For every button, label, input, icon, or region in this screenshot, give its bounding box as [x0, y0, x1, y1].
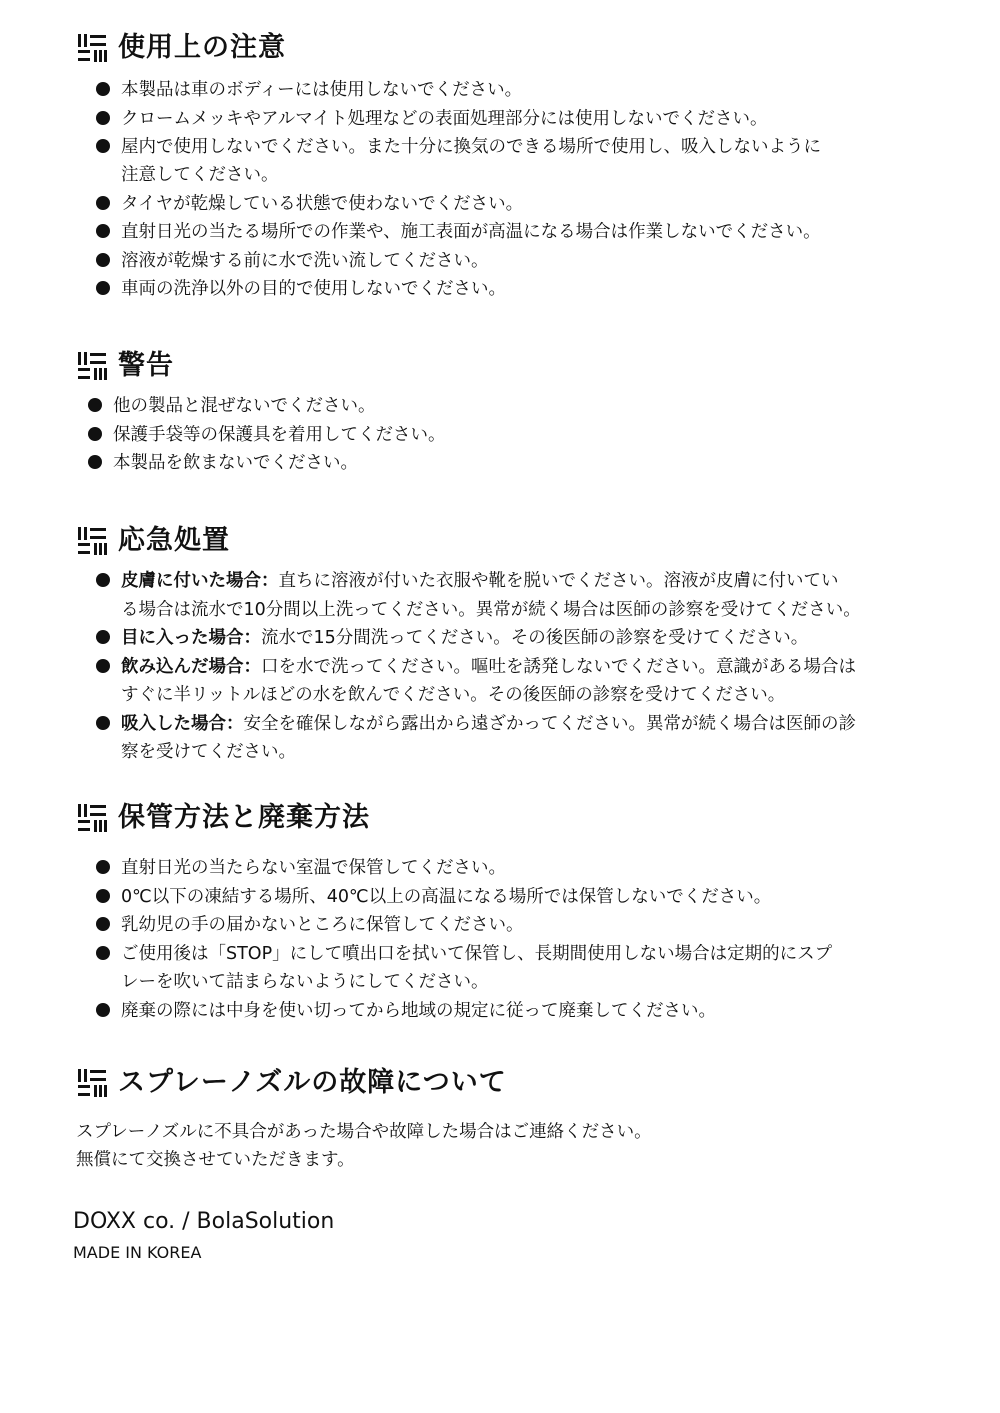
bullet-icon: [96, 917, 110, 931]
list-item: クロームメッキやアルマイト処理などの表面処理部分には使用しないでください。: [96, 105, 767, 134]
bullet-icon: [96, 573, 110, 587]
nozzle-text-line: 無償にて交換させていただきます。: [76, 1150, 355, 1170]
item-lead: 飲み込んだ場合：: [121, 657, 261, 677]
bullet-icon: [96, 139, 110, 153]
list-item: 他の製品と混ぜないでください。: [88, 392, 376, 421]
bullet-icon: [96, 716, 110, 730]
section-mark-icon: [76, 1067, 108, 1099]
bullet-icon: [96, 224, 110, 238]
list-item-continuation: レーを吹いて詰まらないようにしてください。: [121, 972, 489, 992]
list-item: タイヤが乾燥している状態で使わないでください。: [96, 190, 523, 219]
list-item: 直射日光の当たらない室温で保管してください。: [96, 854, 506, 883]
section-title: 保管方法と廃棄方法: [118, 802, 370, 833]
nozzle-text-line: スプレーノズルに不具合があった場合や故障した場合はご連絡ください。: [76, 1122, 652, 1142]
bullet-icon: [96, 82, 110, 96]
item-lead: 目に入った場合：: [121, 628, 261, 648]
section-heading-storage: [76, 800, 370, 836]
bullet-icon: [88, 455, 102, 469]
section-title: 警告: [118, 350, 174, 381]
section-mark-icon: [76, 802, 108, 834]
list-item: 屋内で使用しないでください。また十分に換気のできる場所で使用し、吸入しないように: [96, 133, 821, 162]
list-item-continuation: 察を受けてください。: [121, 742, 296, 762]
bullet-icon: [96, 889, 110, 903]
list-item: ご使用後は「STOP」にして噴出口を拭いて保管し、長期間使用しない場合は定期的にスプ: [96, 940, 832, 969]
list-item: 飲み込んだ場合：口を水で洗ってください。嘔吐を誘発しないでください。意識がある場合は: [96, 653, 856, 682]
section-title: 応急処置: [118, 525, 230, 556]
bullet-icon: [96, 196, 110, 210]
list-item: 乳幼児の手の届かないところに保管してください。: [96, 911, 524, 940]
list-item: 本製品は車のボディーには使用しないでください。: [96, 76, 522, 105]
list-item: 溶液が乾燥する前に水で洗い流してください。: [96, 247, 489, 276]
section-mark-icon: [76, 350, 108, 382]
section-heading-usage: [76, 30, 286, 66]
item-lead: 吸入した場合：: [121, 714, 244, 734]
bullet-icon: [96, 860, 110, 874]
section-mark-icon: [76, 32, 108, 64]
list-item: 目に入った場合：流水で15分間洗ってください。その後医師の診察を受けてください。: [96, 624, 808, 653]
bullet-icon: [96, 630, 110, 644]
list-item: 車両の洗浄以外の目的で使用しないでください。: [96, 275, 506, 304]
list-item: 直射日光の当たる場所での作業や、施工表面が高温になる場合は作業しないでください。: [96, 218, 821, 247]
section-heading-nozzle: [76, 1065, 507, 1101]
bullet-icon: [96, 1003, 110, 1017]
bullet-icon: [88, 398, 102, 412]
bullet-icon: [96, 111, 110, 125]
bullet-icon: [96, 281, 110, 295]
company-name: DOXX co. / BolaSolution: [73, 1209, 335, 1234]
list-item-continuation: 注意してください。: [121, 165, 279, 185]
item-lead: 皮膚に付いた場合：: [121, 571, 279, 591]
bullet-icon: [88, 427, 102, 441]
bullet-icon: [96, 946, 110, 960]
country-of-origin: MADE IN KOREA: [73, 1243, 202, 1262]
section-heading-warning: [76, 348, 174, 384]
list-item: 吸入した場合：安全を確保しながら露出から遠ざかってください。異常が続く場合は医師の診: [96, 710, 856, 739]
section-mark-icon: [76, 525, 108, 557]
list-item: 保護手袋等の保護具を着用してください。: [88, 421, 446, 450]
list-item-continuation: る場合は流水で10分間以上洗ってください。異常が続く場合は医師の診察を受けてください。: [121, 600, 861, 620]
list-item-continuation: すぐに半リットルほどの水を飲んでください。その後医師の診察を受けてください。: [121, 685, 786, 705]
list-item: 廃棄の際には中身を使い切ってから地域の規定に従って廃棄してください。: [96, 997, 716, 1026]
section-title: 使用上の注意: [118, 32, 286, 63]
list-item: 皮膚に付いた場合：直ちに溶液が付いた衣服や靴を脱いでください。溶液が皮膚に付いてい: [96, 567, 839, 596]
bullet-icon: [96, 253, 110, 267]
list-item: 本製品を飲まないでください。: [88, 449, 358, 478]
bullet-icon: [96, 659, 110, 673]
list-item: 0℃以下の凍結する場所、40℃以上の高温になる場所では保管しないでください。: [96, 883, 771, 912]
section-heading-first-aid: [76, 523, 230, 559]
section-title: スプレーノズルの故障について: [118, 1067, 507, 1098]
